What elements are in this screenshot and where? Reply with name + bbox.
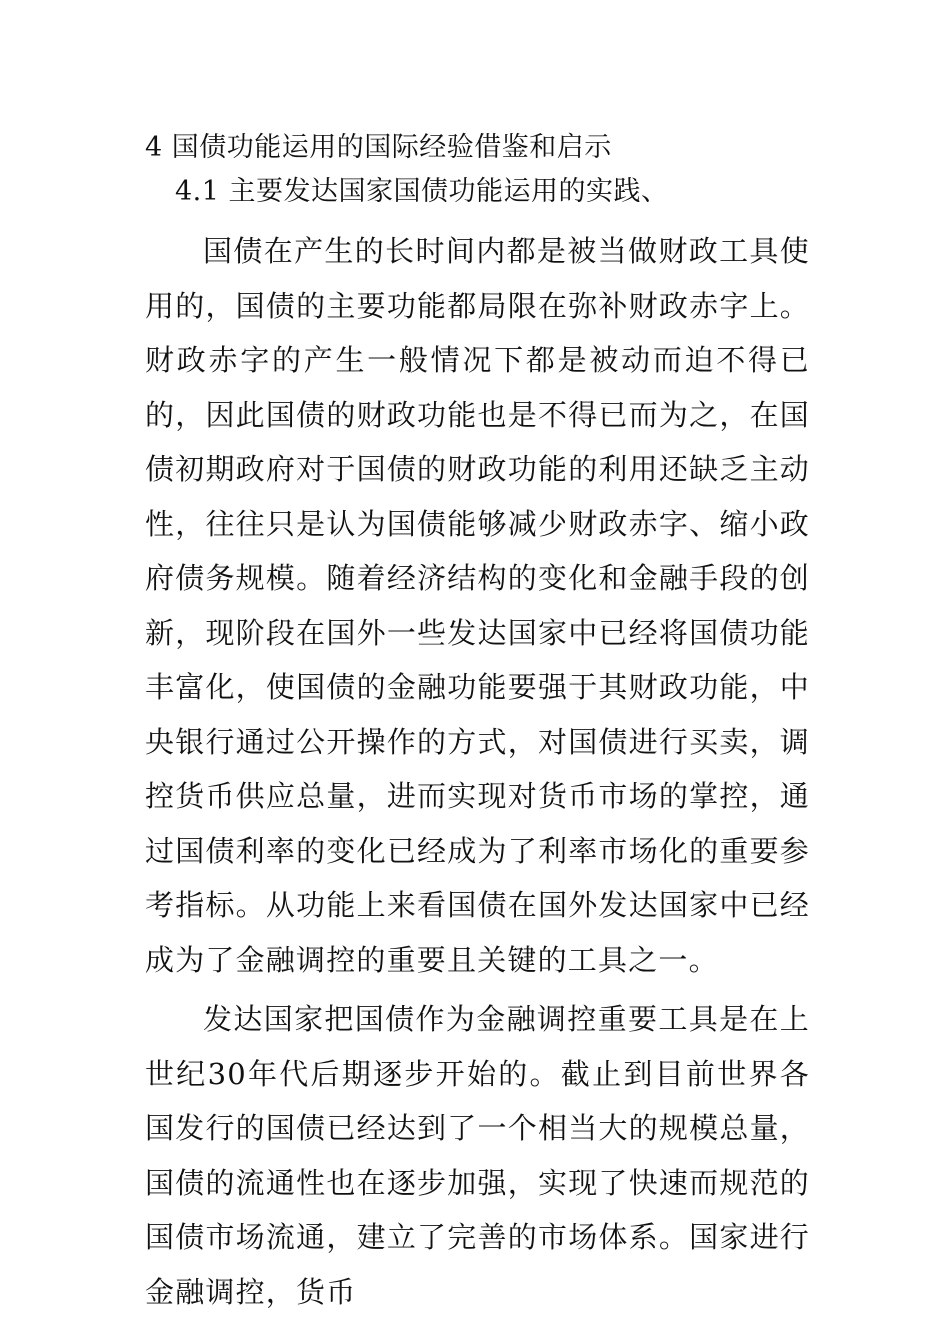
body-paragraph-2: 发达国家把国债作为金融调控重要工具是在上世纪30年代后期逐步开始的。截止到目前世界各国发行的国债已经达到了一个相当大的规模总量，国债的流通性也在逐步加强，实现了快速而规范的国债市场流通，建立了完善的市场体系。国家进行金融调控，货币 (145, 1002, 810, 1309)
section-heading: 4 国债功能运用的国际经验借鉴和启示 (145, 132, 612, 163)
document-body (145, 128, 810, 1319)
subsection-heading: 4.1 主要发达国家国债功能运用的实践、 (175, 176, 669, 207)
body-paragraph-1: 国债在产生的长时间内都是被当做财政工具使用的，国债的主要功能都局限在弥补财政赤字上。财政赤字的产生一般情况下都是被动而迫不得已的，因此国债的财政功能也是不得已而为之，在国债初期政府对于国债的财政功能的利用还缺乏主动性，往往只是认为国债能够减少财政赤字、缩小政府债务规模。随着经济结构的变化和金融手段的创新，现阶段在国外一些发达国家中已经将国债功能丰富化，使国债的金融功能要强于其财政功能，中央银行通过公开操作的方式，对国债进行买卖，调控货币供应总量，进而实现对货币市场的掌控，通过国债利率的变化已经成为了利率市场化的重要参考指标。从功能上来看国债在国外发达国家中已经成为了金融调控的重要且关键的工具之一。 (145, 234, 810, 977)
